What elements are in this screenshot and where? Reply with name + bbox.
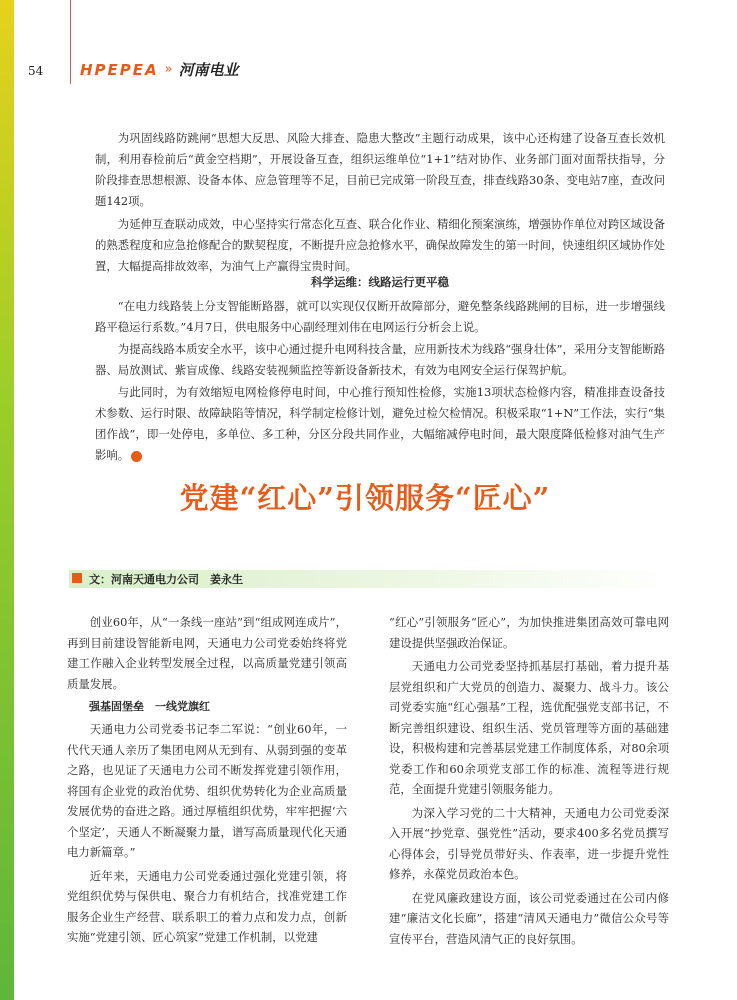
- article-byline: 文：河南天通电力公司 姜永生: [89, 573, 243, 586]
- left-subheading: 强基固堡垒 一线党旗红: [89, 700, 210, 713]
- right-paragraph-1: “红心”引领服务“匠心”，为加快推进集团高效可靠电网建设提供坚强政治保证。: [389, 615, 669, 650]
- left-column: [67, 612, 347, 951]
- double-chevron-icon: »: [164, 62, 173, 77]
- section-subheading: 科学运维：线路运行更平稳: [311, 275, 449, 289]
- left-paragraph-2: 近年来，天通电力公司党委通过强化党建引领，将党组织优势与保供电、聚合力有机结合，找准党建工作服务企业生产经营、联系职工的着力点和发力点，创新实施“党建引领、匠心筑家”党建工作机制，以党建: [67, 868, 347, 944]
- header-divider: [70, 0, 71, 84]
- right-paragraph-4: 在党风廉政建设方面，该公司党委通过在公司内修建“廉洁文化长廊”，搭建“清风天通电力”微信公众号等宣传平台，营造风清气正的良好氛围。: [389, 890, 669, 946]
- page-number: 54: [28, 64, 44, 78]
- top-paragraph-5: [95, 382, 665, 466]
- right-paragraph-2: 天通电力公司党委坚持抓基层打基础，着力提升基层党组织和广大党员的创造力、凝聚力、战斗力。该公司党委实施“红心强基”工程，选优配强党支部书记，不断完善组织建设、组织生活、党员管理等方面的基础建设，积极构建和完善基层党建工作制度体系，对80余项党委工作和60余项党支部工作的标准、流程等进行规范，全面提升党建引领服务能力。: [389, 659, 669, 796]
- article-title: 党建“红心”引领服务“匠心”: [179, 481, 551, 515]
- top-paragraph-3: “在电力线路装上分支智能断路器，就可以实现仅仅断开故障部分，避免整条线路跳闸的目标，进一步增强线路平稳运行系数。”4月7日，供电服务中心副经理刘伟在电网运行分析会上说。: [95, 299, 665, 334]
- top-paragraph-2: 为延伸互查联动成效，中心坚持实行常态化互查、联合化作业、精细化预案演练，增强协作单位对跨区域设备的熟悉程度和应急抢修配合的默契程度，不断提升应急抢修水平，确保故障发生的第一时间，快速组织区域协作处置，大幅提高排故效率，为油气上产赢得宝贵时间。: [95, 217, 665, 273]
- right-column: [389, 612, 669, 952]
- top-paragraph-5-text: 与此同时，为有效缩短电网检修停电时间，中心推行预知性检修，实施13项状态检修内容，精准排查设备技术参数、运行时限、故障缺陷等情况，科学制定检修计划，避免过检欠检情况。积极采取“1+N”工作法，实行“集团作战”，即一处停电，多单位、多工种，分区分段共同作业，大幅缩减停电时间，最大限度降低检修对油气生产影响。: [95, 385, 665, 462]
- magazine-brand: [80, 59, 239, 80]
- end-mark-icon: [131, 451, 142, 462]
- brand-logo-cn: 河南电业: [178, 61, 239, 79]
- left-intro: 创业60年，从“一条线一座站”到“组成网连成片”，再到目前建设智能新电网，天通电力公司党委始终将党建工作融入企业转型发展全过程，以高质量党建引领高质量发展。: [67, 615, 347, 691]
- top-paragraph-1: 为巩固线路防跳闸“思想大反思、风险大排查、隐患大整改”主题行动成果，该中心还构建了设备互查长效机制，利用春检前后“黄金空档期”，开展设备互查，组织运维单位“1+1”结对协作、业务部门面对面帮扶指导，分阶段排查思想根源、设备本体、应急管理等不足，目前已完成第一阶段互查，排查线路30条、变电站7座，查改问题142项。: [95, 131, 665, 208]
- right-paragraph-3: 为深入学习党的二十大精神，天通电力公司党委深入开展“抄党章、强党性”活动，要求400多名党员撰写心得体会，引导党员带好头、作表率，进一步提升党性修养，永葆党员政治本色。: [389, 805, 669, 881]
- byline-square-icon: [72, 573, 82, 583]
- top-paragraph-4: 为提高线路本质安全水平，该中心通过提升电网科技含量，应用新技术为线路“强身壮体”，采用分支智能断路器、局放测试、紫盲成像、线路安装视频监控等新设备新技术，有效为电网安全运行保驾护航。: [95, 342, 665, 377]
- brand-logo-en: HPEPEA: [80, 60, 159, 79]
- green-side-bar: [0, 0, 14, 1000]
- left-paragraph-1: 天通电力公司党委书记李二军说：“创业60年，一代代天通人亲历了集团电网从无到有、从弱到强的变革之路，也见证了天通电力公司不断发挥党建引领作用，将国有企业党的政治优势、组织优势转化为企业高质量发展优势的奋进之路。通过厚植组织优势，牢牢把握‘六个坚定’，天通人不断凝聚力量，谱写高质量现代化天通电力新篇章。”: [67, 722, 347, 859]
